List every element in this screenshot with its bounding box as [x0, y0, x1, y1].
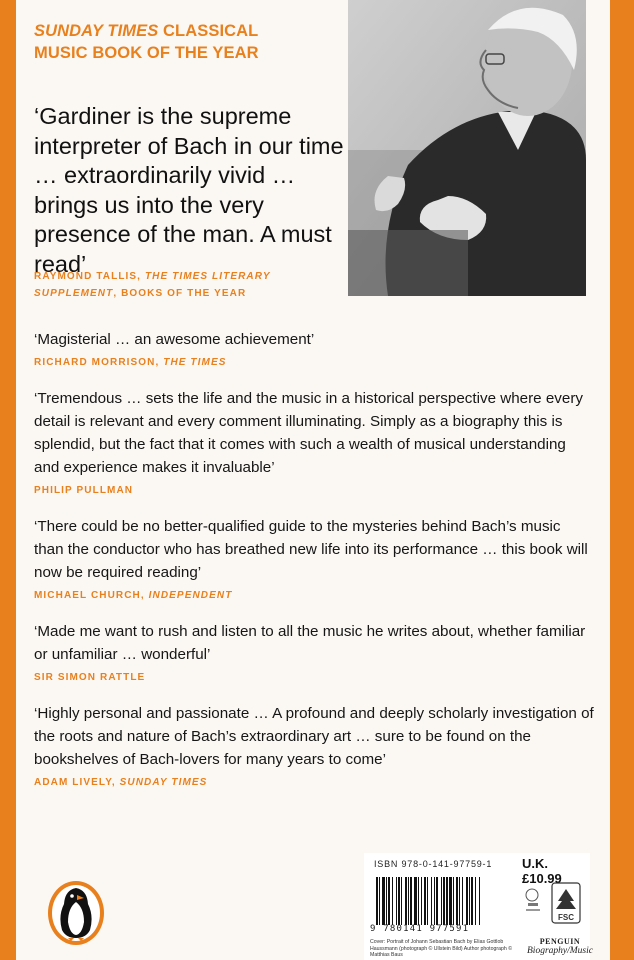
review-quote [34, 328, 594, 371]
barcode-bar [479, 877, 480, 925]
barcode-bar [449, 877, 452, 925]
barcode-bar [441, 877, 442, 925]
barcode-bar [456, 877, 458, 925]
author-photo [348, 0, 586, 296]
isbn-number: ISBN 978-0-141-97759-1 [374, 859, 493, 869]
barcode-bar [469, 877, 470, 925]
fsc-label: FSC [558, 913, 574, 922]
barcode-bar [436, 877, 438, 925]
barcode-bar [388, 877, 390, 925]
price: U.K. £10.99 [522, 856, 562, 886]
barcode-bar [466, 877, 468, 925]
barcode-bar [424, 877, 426, 925]
lead-credit-name: RAYMOND TALLIS, [34, 271, 145, 282]
review-credit-publication: INDEPENDENT [148, 590, 233, 601]
review-quote-text: ‘Tremendous … sets the life and the music in a historical perspective where every detail is relevant and every comment illuminating. Simply as a biography this is splendid, but the fact that it comes with such a wealth of musical understanding and experience makes it invaluable’ [34, 390, 583, 476]
barcode-bar [408, 877, 409, 925]
barcode-bar [414, 877, 417, 925]
review-quotes [34, 328, 594, 807]
fsc-logo-icon [522, 881, 584, 931]
penguin-logo-icon [46, 880, 106, 946]
review-quote-text: ‘There could be no better-qualified guide to the mysteries behind Bach’s music than the conductor who has breathed new life into its performance … this book will now be required reading’ [34, 518, 588, 581]
review-credit-publication: THE TIMES [163, 357, 227, 368]
lead-quote-credit [34, 268, 334, 302]
barcode-bar [401, 877, 402, 925]
review-quote-credit [34, 354, 594, 371]
barcode-bar [471, 877, 473, 925]
review-credit-name: MICHAEL CHURCH, [34, 590, 149, 601]
back-cover [16, 0, 610, 960]
review-quote-credit [34, 587, 594, 604]
barcode-bar [376, 877, 378, 925]
review-quote-text: ‘Made me want to rush and listen to all the music he writes about, whether familiar or unfamiliar … wonderful’ [34, 623, 586, 663]
award-category: CLASSICAL [158, 22, 259, 40]
barcode-bar [396, 877, 397, 925]
barcode-bar [410, 877, 412, 925]
review-quote-credit [34, 669, 594, 686]
barcode-bar [453, 877, 454, 925]
barcode-icon [374, 877, 512, 925]
review-credit-name: RICHARD MORRISON, [34, 357, 164, 368]
barcode-digits: 9 780141 977591 [370, 924, 470, 934]
publisher-name: PENGUIN [539, 937, 581, 946]
review-quote [34, 515, 594, 604]
barcode-bar [446, 877, 448, 925]
review-credit-publication: SUNDAY TIMES [119, 777, 208, 788]
review-quote-text: ‘Magisterial … an awesome achievement’ [34, 331, 315, 348]
barcode-bar [434, 877, 435, 925]
review-credit-name: SIR SIMON RATTLE [34, 672, 146, 683]
review-quote-credit [34, 482, 594, 499]
barcode-bar [431, 877, 432, 925]
barcode-bar [398, 877, 400, 925]
review-quote-credit [34, 774, 594, 791]
barcode-bar [405, 877, 407, 925]
review-quote [34, 702, 594, 791]
barcode-bar [392, 877, 393, 925]
imprint [527, 937, 593, 956]
barcode-bar [421, 877, 422, 925]
barcode-bar [459, 877, 460, 925]
cover-credit: Cover: Portrait of Johann Sebastian Bach by Elias Gottlob Haussmann (photograph © Ullstein Bild) Author photograph © Matthias Baus [370, 939, 513, 958]
barcode-bar [379, 877, 380, 925]
book-category: Biography/Music [527, 946, 593, 956]
review-quote [34, 387, 594, 499]
barcode-bar [418, 877, 419, 925]
barcode-bar [443, 877, 445, 925]
award-newspaper: SUNDAY TIMES [34, 22, 159, 40]
barcode-panel [364, 853, 593, 960]
award-header [34, 20, 259, 64]
barcode-bar [475, 877, 476, 925]
barcode-bar [386, 877, 387, 925]
lead-credit-note: , BOOKS OF THE YEAR [113, 288, 247, 299]
lead-credit-publication: THE TIMES LITERARY SUPPLEMENT [34, 271, 271, 299]
award-title: MUSIC BOOK OF THE YEAR [34, 44, 259, 62]
review-credit-name: PHILIP PULLMAN [34, 485, 134, 496]
review-quote-text: ‘Highly personal and passionate … A profound and deeply scholarly investigation of the roots and nature of Bach’s extraordinary art … sure to be found on the bookshelves of Bach-lovers for many years to come’ [34, 705, 594, 768]
barcode-bar [382, 877, 385, 925]
lead-quote: ‘Gardiner is the supreme interpreter of Bach in our time … extraordinarily vivid … brings us into the very presence of the man. A must read’ [34, 103, 344, 277]
review-quote [34, 620, 594, 686]
barcode-bar [462, 877, 463, 925]
barcode-bar [427, 877, 428, 925]
review-credit-name: ADAM LIVELY, [34, 777, 120, 788]
